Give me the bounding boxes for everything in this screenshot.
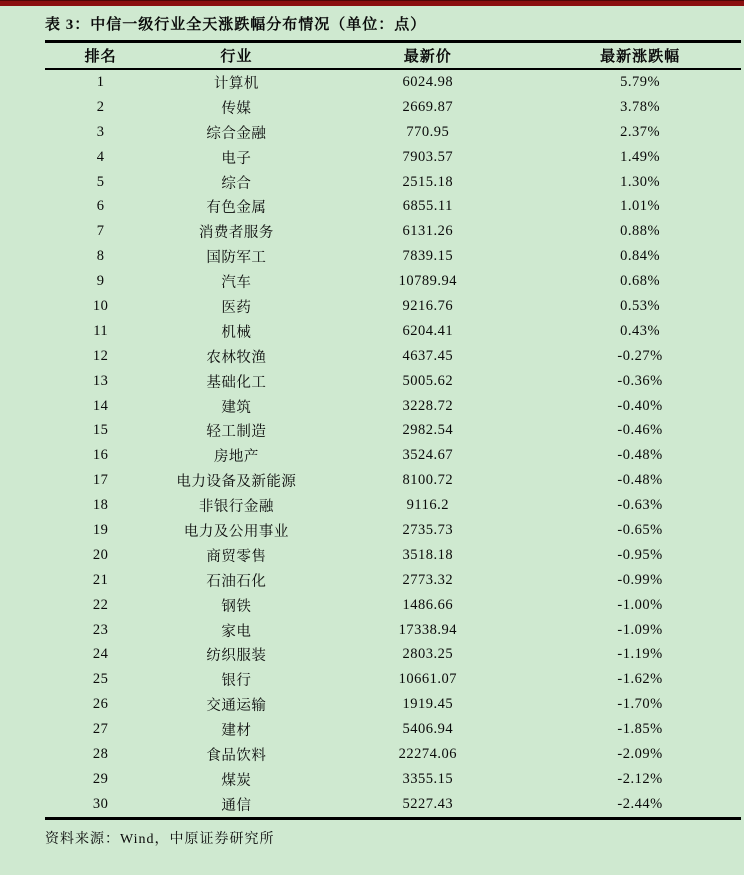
table-row: [45, 792, 741, 818]
rank-cell: 13: [92, 372, 109, 389]
latest-change-cell: 0.53%: [620, 297, 661, 314]
rank-cell: 10: [92, 297, 109, 314]
table-title: 表 3：中信一级行业全天涨跌幅分布情况（单位：点）: [45, 17, 427, 33]
latest-change-cell: 1.49%: [620, 148, 661, 165]
table-row: [45, 244, 741, 269]
table-row: [45, 568, 741, 593]
rank-cell: 7: [96, 223, 105, 240]
latest-price-cell: 7903.57: [402, 148, 454, 165]
rank-cell: 22: [92, 596, 109, 613]
rank-cell: 23: [92, 621, 109, 638]
latest-price-cell: 2669.87: [402, 98, 454, 115]
col-header-latest-change: 最新涨跌幅: [539, 42, 741, 70]
rank-cell: 6: [96, 198, 105, 215]
table-row: [45, 170, 741, 195]
source-note: 资料来源：Wind，中原证券研究所: [45, 831, 275, 847]
latest-price-cell: 6024.98: [402, 73, 454, 90]
industry-cell: 国防军工: [206, 250, 267, 267]
industry-cell: 银行: [221, 673, 252, 690]
industry-cell: 汽车: [221, 275, 252, 292]
industry-change-table: [45, 40, 741, 820]
table-row: [45, 219, 741, 244]
latest-price-cell: 8100.72: [402, 472, 454, 489]
industry-cell: 交通运输: [206, 698, 267, 715]
latest-price-cell: 9216.76: [402, 297, 454, 314]
industry-cell: 非银行金融: [198, 499, 274, 516]
table-row: [45, 194, 741, 219]
latest-change-cell: 2.37%: [620, 123, 661, 140]
table-row: [45, 767, 741, 792]
rank-cell: 17: [92, 472, 109, 489]
table-row: [45, 69, 741, 95]
rank-cell: 16: [92, 447, 109, 464]
col-header-rank: 排名: [45, 42, 156, 70]
latest-change-cell: -1.62%: [617, 671, 663, 688]
industry-cell: 电力设备及新能源: [176, 474, 297, 491]
latest-change-cell: 0.84%: [620, 248, 661, 265]
latest-change-cell: -0.48%: [617, 472, 663, 489]
latest-change-cell: -0.36%: [617, 372, 663, 389]
industry-cell: 机械: [221, 324, 252, 341]
latest-price-cell: 5005.62: [402, 372, 454, 389]
industry-cell: 电子: [221, 150, 252, 167]
rank-cell: 18: [92, 497, 109, 514]
table-row: [45, 95, 741, 120]
table-row: [45, 418, 741, 443]
industry-cell: 钢铁: [221, 598, 252, 615]
industry-cell: 消费者服务: [198, 225, 274, 242]
latest-change-cell: -0.27%: [617, 347, 663, 364]
latest-price-cell: 3518.18: [402, 546, 454, 563]
latest-change-cell: 1.30%: [620, 173, 661, 190]
latest-price-cell: 10789.94: [398, 273, 457, 290]
latest-price-cell: 2982.54: [402, 422, 454, 439]
latest-price-cell: 6131.26: [402, 223, 454, 240]
rank-cell: 29: [92, 770, 109, 787]
latest-price-cell: 2515.18: [402, 173, 454, 190]
latest-change-cell: -2.44%: [617, 795, 663, 812]
latest-price-cell: 1919.45: [402, 696, 454, 713]
industry-cell: 基础化工: [206, 374, 267, 391]
latest-change-cell: -0.46%: [617, 422, 663, 439]
latest-price-cell: 9116.2: [406, 497, 449, 514]
latest-change-cell: -1.85%: [617, 721, 663, 738]
industry-cell: 有色金属: [206, 200, 267, 217]
rank-cell: 11: [93, 322, 109, 339]
latest-change-cell: -0.99%: [617, 571, 663, 588]
table-row: [45, 294, 741, 319]
latest-change-cell: 5.79%: [620, 73, 661, 90]
latest-price-cell: 6204.41: [402, 322, 454, 339]
latest-change-cell: -2.12%: [617, 770, 663, 787]
rank-cell: 5: [96, 173, 105, 190]
latest-change-cell: 1.01%: [620, 198, 661, 215]
rank-cell: 1: [96, 73, 105, 90]
latest-price-cell: 17338.94: [398, 621, 457, 638]
latest-change-cell: 0.88%: [620, 223, 661, 240]
latest-price-cell: 3355.15: [402, 770, 454, 787]
latest-price-cell: 3228.72: [402, 397, 454, 414]
latest-price-cell: 3524.67: [402, 447, 454, 464]
rank-cell: 15: [92, 422, 109, 439]
industry-cell: 石油石化: [206, 573, 267, 590]
latest-price-cell: 7839.15: [402, 248, 454, 265]
industry-cell: 农林牧渔: [206, 349, 267, 366]
latest-change-cell: -0.48%: [617, 447, 663, 464]
rank-cell: 4: [96, 148, 105, 165]
rank-cell: 9: [96, 273, 105, 290]
latest-change-cell: -0.40%: [617, 397, 663, 414]
rank-cell: 24: [92, 646, 109, 663]
rank-cell: 12: [92, 347, 109, 364]
latest-change-cell: -0.63%: [617, 497, 663, 514]
industry-cell: 房地产: [213, 449, 259, 466]
rank-cell: 3: [96, 123, 105, 140]
latest-change-cell: -0.65%: [617, 521, 663, 538]
latest-change-cell: 0.68%: [620, 273, 661, 290]
table-row: [45, 493, 741, 518]
latest-price-cell: 10661.07: [398, 671, 457, 688]
industry-cell: 建筑: [221, 399, 252, 416]
table-row: [45, 269, 741, 294]
latest-price-cell: 1486.66: [402, 596, 454, 613]
col-header-industry: 行业: [156, 42, 316, 70]
table-row: [45, 319, 741, 344]
table-row: [45, 145, 741, 170]
table-row: [45, 394, 741, 419]
report-table-section: [0, 6, 744, 848]
industry-cell: 通信: [221, 797, 252, 814]
table-row: [45, 369, 741, 394]
industry-cell: 综合: [221, 175, 252, 192]
latest-change-cell: -2.09%: [617, 745, 663, 762]
rank-cell: 30: [92, 795, 109, 812]
latest-price-cell: 5406.94: [402, 721, 454, 738]
industry-cell: 建材: [221, 723, 252, 740]
rank-cell: 27: [92, 721, 109, 738]
table-row: [45, 717, 741, 742]
latest-price-cell: 2735.73: [402, 521, 454, 538]
table-row: [45, 667, 741, 692]
industry-cell: 电力及公用事业: [183, 523, 289, 540]
table-row: [45, 692, 741, 717]
table-row: [45, 642, 741, 667]
latest-price-cell: 2773.32: [402, 571, 454, 588]
table-row: [45, 120, 741, 145]
latest-price-cell: 770.95: [406, 123, 450, 140]
table-row: [45, 618, 741, 643]
table-row: [45, 468, 741, 493]
table-header-row: [45, 42, 741, 70]
industry-cell: 食品饮料: [206, 747, 267, 764]
industry-cell: 计算机: [213, 75, 259, 92]
industry-cell: 轻工制造: [206, 424, 267, 441]
latest-price-cell: 22274.06: [398, 745, 457, 762]
rank-cell: 14: [92, 397, 109, 414]
table-row: [45, 518, 741, 543]
latest-change-cell: 3.78%: [620, 98, 661, 115]
industry-cell: 医药: [221, 299, 252, 316]
latest-change-cell: -1.09%: [617, 621, 663, 638]
table-row: [45, 593, 741, 618]
latest-change-cell: -1.00%: [617, 596, 663, 613]
industry-cell: 家电: [221, 623, 252, 640]
industry-cell: 综合金融: [206, 125, 267, 142]
industry-cell: 煤炭: [221, 772, 252, 789]
rank-cell: 2: [96, 98, 105, 115]
table-row: [45, 742, 741, 767]
industry-cell: 纺织服装: [206, 648, 267, 665]
col-header-latest-price: 最新价: [316, 42, 539, 70]
latest-price-cell: 4637.45: [402, 347, 454, 364]
industry-cell: 商贸零售: [206, 548, 267, 565]
table-row: [45, 344, 741, 369]
industry-cell: 传媒: [221, 100, 252, 117]
rank-cell: 21: [92, 571, 109, 588]
rank-cell: 28: [92, 745, 109, 762]
latest-change-cell: -0.95%: [617, 546, 663, 563]
latest-price-cell: 5227.43: [402, 795, 454, 812]
rank-cell: 8: [96, 248, 105, 265]
rank-cell: 26: [92, 696, 109, 713]
rank-cell: 19: [92, 521, 109, 538]
latest-change-cell: -1.70%: [617, 696, 663, 713]
rank-cell: 20: [92, 546, 109, 563]
rank-cell: 25: [92, 671, 109, 688]
latest-change-cell: 0.43%: [620, 322, 661, 339]
latest-change-cell: -1.19%: [617, 646, 663, 663]
table-row: [45, 543, 741, 568]
latest-price-cell: 6855.11: [402, 198, 453, 215]
table-row: [45, 443, 741, 468]
latest-price-cell: 2803.25: [402, 646, 454, 663]
